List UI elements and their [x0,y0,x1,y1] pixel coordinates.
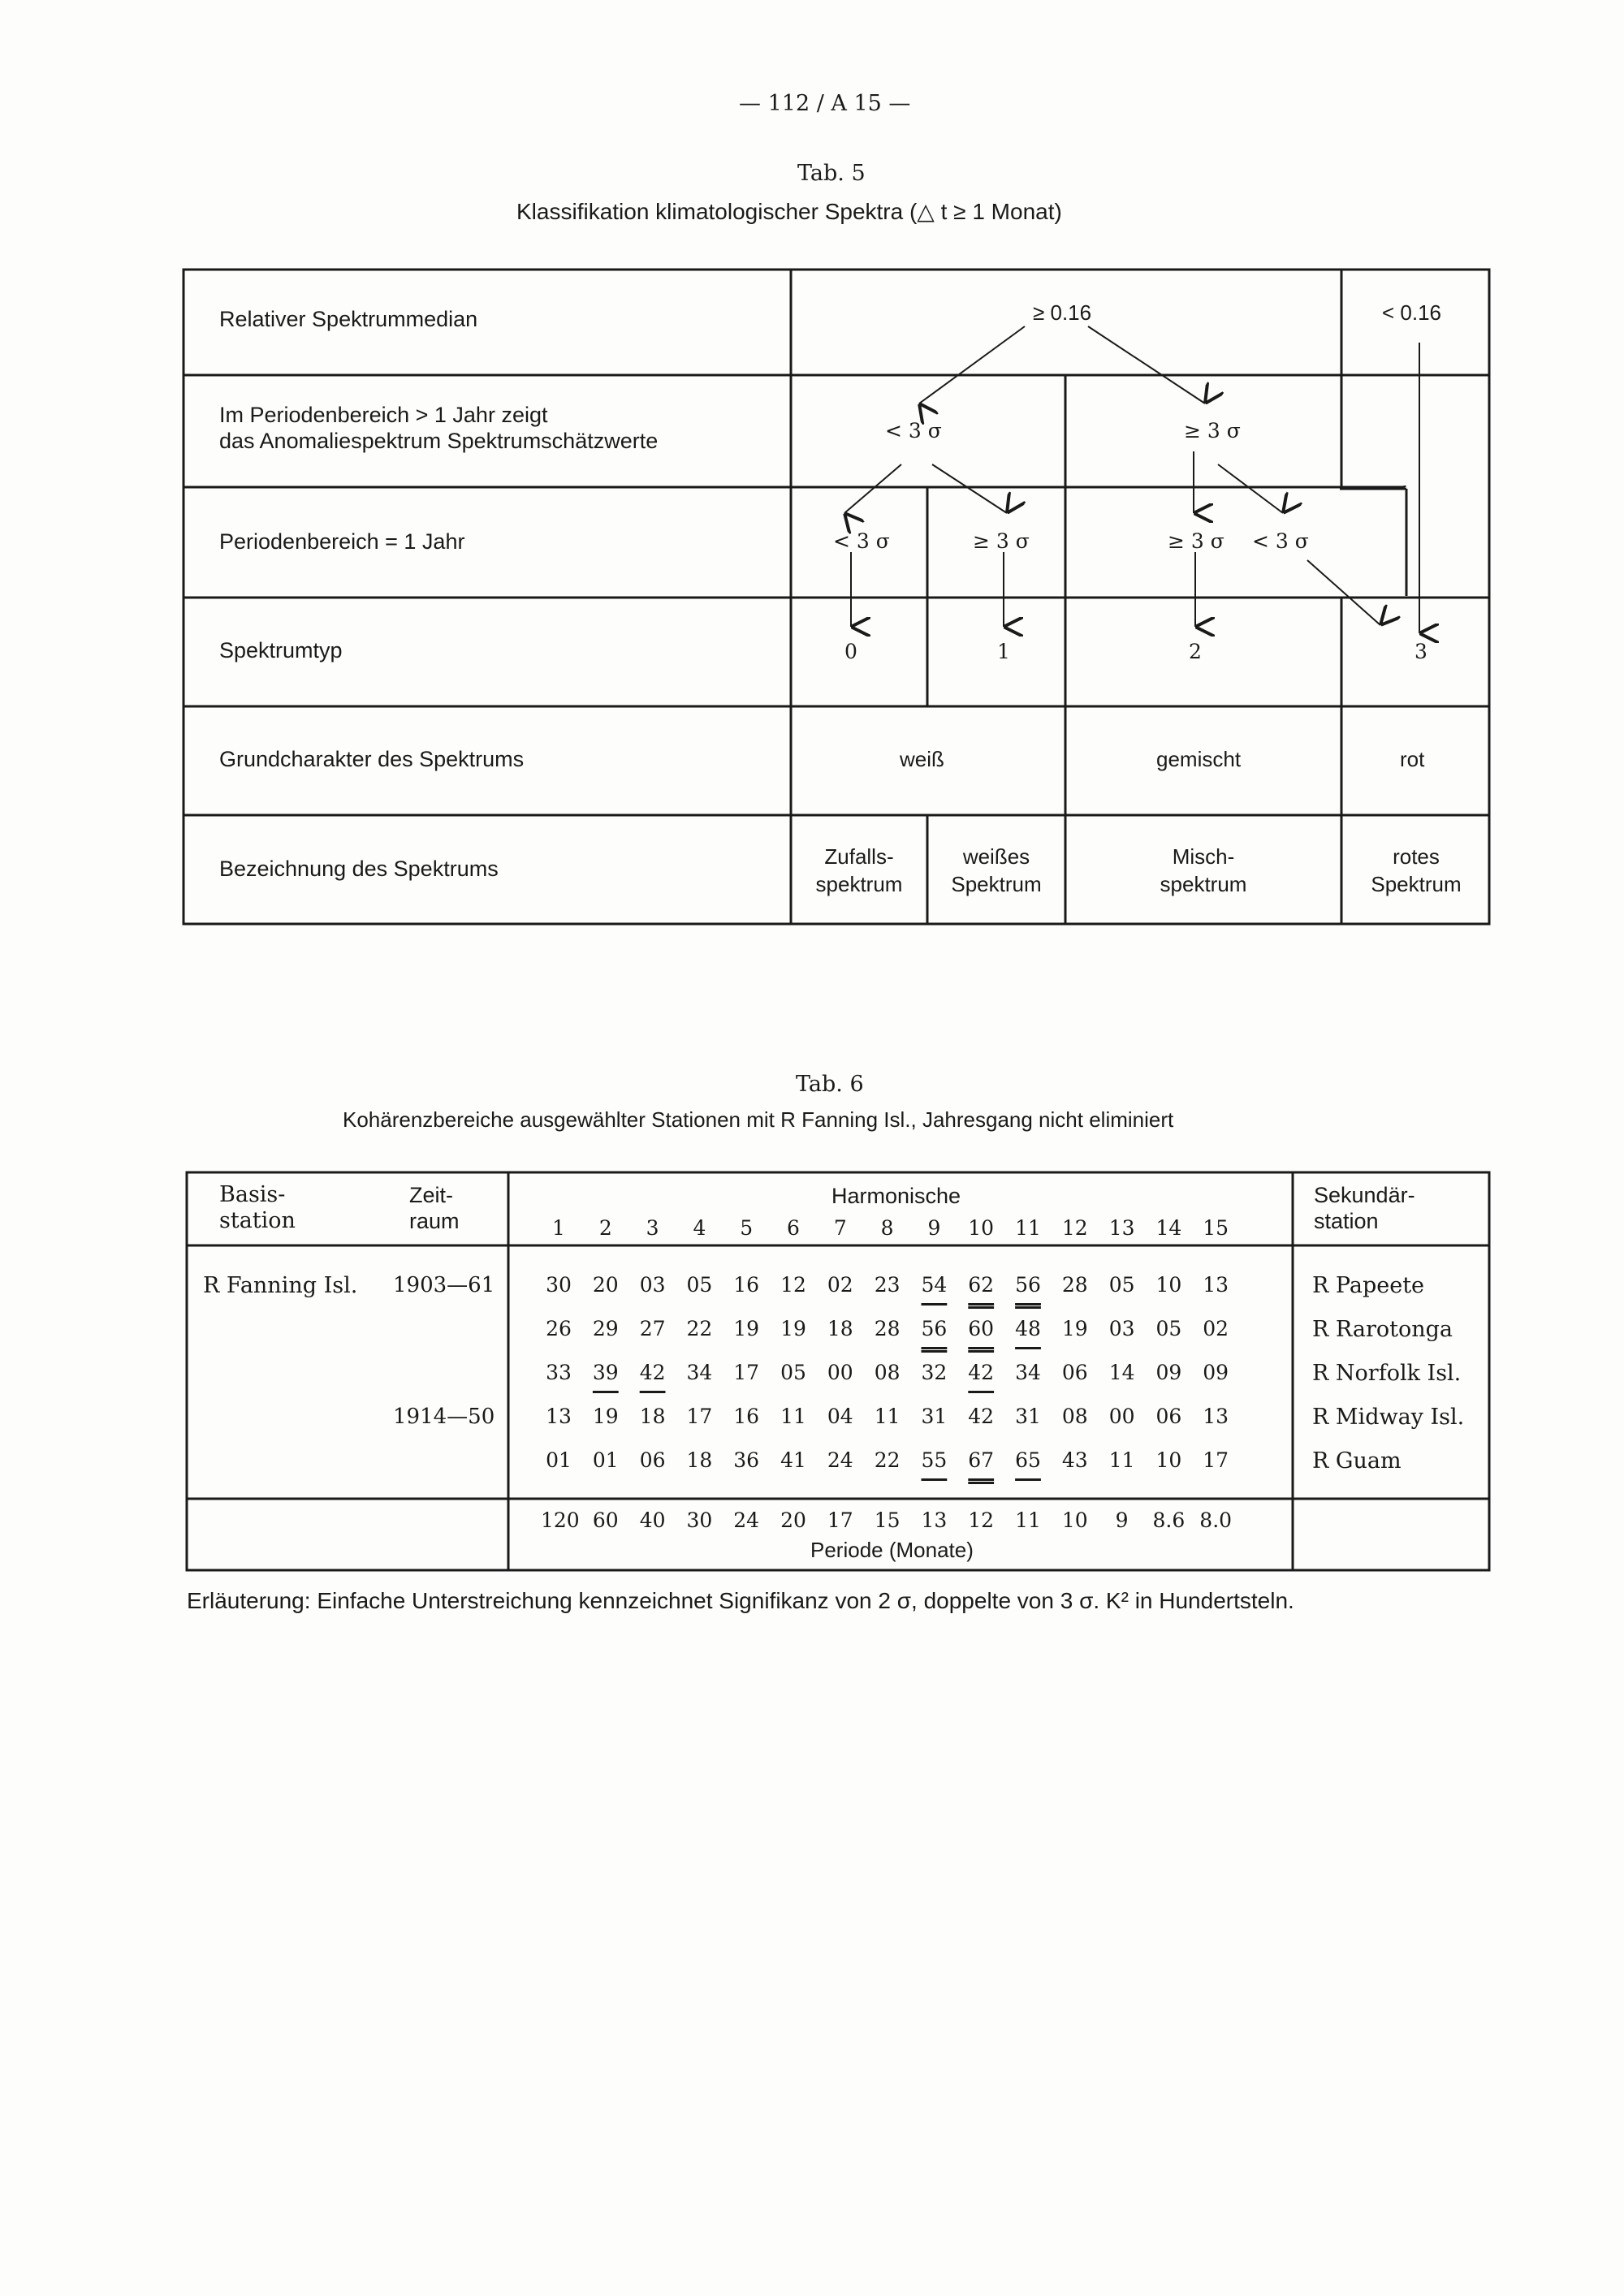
tab5-row-period-1: Im Periodenbereich > 1 Jahr zeigt [219,403,548,427]
coherence-value: 06 [639,1448,666,1472]
row-zeit: 1914—50 [393,1405,495,1429]
coherence-value: 05 [1155,1317,1182,1340]
name-random-1: Zufalls- [824,844,894,869]
coherence-value: 19 [733,1317,760,1340]
period-value: 15 [874,1508,901,1532]
coherence-value: 34 [686,1361,713,1384]
col-harm: Harmonische [831,1184,961,1208]
tab5-row-name: Bezeichnung des Spektrums [219,857,499,881]
coherence-value: 12 [780,1273,806,1297]
tab6-label: Tab. 6 [796,1072,864,1097]
coherence-value: 32 [921,1361,948,1384]
coherence-value: 22 [874,1448,901,1472]
col-zeit-2: raum [409,1209,460,1233]
coherence-value: 26 [546,1317,572,1340]
name-random-2: spektrum [815,872,903,896]
coherence-value: 17 [686,1405,713,1428]
char-white: weiß [900,747,944,771]
coherence-value: 36 [733,1448,760,1472]
period-value: 8.6 [1152,1508,1186,1532]
col-sek [1314,1182,1415,1234]
coherence-value: 09 [1203,1361,1229,1384]
coherence-value: 10 [1155,1448,1182,1472]
coherence-value: 09 [1155,1361,1182,1384]
secondary-station: R Rarotonga [1312,1317,1453,1342]
coherence-value: 33 [546,1361,572,1384]
period-value: 8.0 [1199,1508,1233,1532]
period-lt: < 3 σ [885,419,942,442]
name-white-2: Spektrum [951,872,1042,896]
coherence-value: 42 [968,1405,995,1428]
year-c: ≥ 3 σ [1168,529,1224,553]
secondary-station: R Midway Isl. [1312,1405,1465,1430]
coherence-value: 08 [1061,1405,1088,1428]
name-mixed-1: Misch- [1172,844,1235,869]
coherence-value: 00 [827,1361,853,1384]
coherence-value: 16 [733,1405,760,1428]
year-d: < 3 σ [1252,529,1309,553]
coherence-value: 13 [546,1405,572,1428]
coherence-value: 65 [1015,1448,1041,1472]
secondary-station: R Norfolk Isl. [1312,1361,1462,1386]
page-header: — 112 / A 15 — [739,91,911,116]
char-mixed: gemischt [1156,747,1242,771]
col-zeit [409,1182,460,1234]
harmonic-1: 1 [552,1216,565,1240]
type-3: 3 [1415,640,1427,663]
tab5-title: Klassifikation klimatologischer Spektra (△ t ≥ 1 Monat) [516,199,1062,224]
coherence-value: 13 [1203,1405,1229,1428]
coherence-value: 48 [1015,1317,1041,1340]
year-b: ≥ 3 σ [973,529,1030,553]
row-zeit: 1903—61 [393,1273,495,1297]
coherence-value: 62 [968,1273,995,1297]
period-value: 10 [1061,1508,1088,1532]
harmonic-3: 3 [646,1216,659,1240]
harmonic-8: 8 [880,1216,894,1240]
coherence-value: 11 [1108,1448,1135,1472]
coherence-value: 28 [1061,1273,1088,1297]
coherence-value: 56 [1015,1273,1041,1297]
coherence-value: 67 [968,1448,995,1472]
coherence-value: 02 [827,1273,853,1297]
period-ge: ≥ 3 σ [1184,419,1241,442]
coherence-value: 23 [874,1273,901,1297]
coherence-value: 55 [921,1448,948,1472]
harmonic-15: 15 [1203,1216,1229,1240]
coherence-value: 19 [592,1405,619,1428]
col-basis-2: station [219,1208,296,1233]
tab5-row-character: Grundcharakter des Spektrums [219,747,525,771]
col-basis-1: Basis- [219,1182,286,1207]
coherence-value: 17 [1203,1448,1229,1472]
coherence-value: 31 [921,1405,948,1428]
tab6-note: Erläuterung: Einfache Unterstreichung kennzeichnet Signifikanz von 2 σ, doppelte von 3 σ. K² in Hundertsteln. [187,1588,1294,1613]
median-lt: < 0.16 [1382,300,1442,325]
coherence-value: 42 [968,1361,995,1384]
col-zeit-1: Zeit- [409,1183,453,1207]
secondary-station: R Guam [1312,1448,1402,1474]
harmonic-14: 14 [1155,1216,1182,1240]
coherence-value: 03 [1108,1317,1135,1340]
coherence-value: 34 [1015,1361,1041,1384]
coherence-value: 01 [546,1448,572,1472]
coherence-value: 08 [874,1361,901,1384]
name-red-2: Spektrum [1371,872,1462,896]
period-value: 30 [686,1508,713,1532]
coherence-value: 27 [639,1317,666,1340]
coherence-value: 31 [1015,1405,1041,1428]
coherence-value: 17 [733,1361,760,1384]
coherence-value: 60 [968,1317,995,1340]
period-value: 12 [968,1508,995,1532]
coherence-value: 30 [546,1273,572,1297]
harmonic-12: 12 [1061,1216,1088,1240]
coherence-value: 19 [780,1317,806,1340]
col-sek-1: Sekundär- [1314,1183,1415,1207]
coherence-value: 03 [639,1273,666,1297]
name-white-1: weißes [962,844,1030,869]
harmonic-10: 10 [968,1216,995,1240]
coherence-value: 29 [592,1317,619,1340]
coherence-value: 06 [1155,1405,1182,1428]
coherence-value: 05 [1108,1273,1135,1297]
col-sek-2: station [1314,1209,1379,1233]
coherence-value: 54 [921,1273,948,1297]
coherence-value: 11 [874,1405,901,1428]
median-ge: ≥ 0.16 [1033,300,1092,325]
harmonic-13: 13 [1108,1216,1135,1240]
period-value: 11 [1015,1508,1041,1532]
tab5-row-period-2: das Anomaliespektrum Spektrumschätzwerte [219,429,659,453]
coherence-value: 24 [827,1448,853,1472]
type-2: 2 [1189,640,1202,663]
name-mixed-2: spektrum [1160,872,1247,896]
harmonic-7: 7 [833,1216,847,1240]
year-a: < 3 σ [833,529,890,553]
type-0: 0 [844,640,857,663]
coherence-value: 42 [639,1361,666,1384]
coherence-value: 06 [1061,1361,1088,1384]
period-value: 9 [1115,1508,1129,1532]
tab5-row-type: Spektrumtyp [219,638,343,662]
period-value: 40 [639,1508,666,1532]
coherence-value: 01 [592,1448,619,1472]
coherence-value: 04 [827,1405,853,1428]
basis-station: R Fanning Isl. [203,1273,358,1298]
coherence-value: 14 [1108,1361,1135,1384]
coherence-value: 18 [686,1448,713,1472]
harmonic-5: 5 [740,1216,754,1240]
harmonic-6: 6 [787,1216,800,1240]
col-basis [219,1182,296,1234]
coherence-value: 10 [1155,1273,1182,1297]
coherence-value: 20 [592,1273,619,1297]
coherence-value: 19 [1061,1317,1088,1340]
coherence-value: 41 [780,1448,806,1472]
char-red: rot [1400,747,1425,771]
coherence-value: 18 [827,1317,853,1340]
period-value: 20 [780,1508,806,1532]
period-value: 17 [827,1508,853,1532]
coherence-value: 11 [780,1405,806,1428]
period-label: Periode (Monate) [810,1538,974,1562]
harmonic-11: 11 [1015,1216,1041,1240]
period-value: 24 [733,1508,760,1532]
tab5-row-median: Relativer Spektrummedian [219,307,478,331]
coherence-value: 16 [733,1273,760,1297]
coherence-value: 05 [780,1361,806,1384]
harmonic-2: 2 [598,1216,612,1240]
coherence-value: 05 [686,1273,713,1297]
name-red-1: rotes [1393,844,1440,869]
tab5-row-year: Periodenbereich = 1 Jahr [219,529,465,554]
tab5-label: Tab. 5 [797,161,866,186]
harmonic-9: 9 [927,1216,941,1240]
coherence-value: 13 [1203,1273,1229,1297]
tab6-title: Kohärenzbereiche ausgewählter Stationen mit R Fanning Isl., Jahresgang nicht eliminiert [343,1107,1174,1132]
coherence-value: 18 [639,1405,666,1428]
period-value: 120 [541,1508,580,1532]
coherence-value: 56 [921,1317,948,1340]
period-value: 60 [592,1508,619,1532]
period-value: 13 [921,1508,948,1532]
coherence-value: 28 [874,1317,901,1340]
coherence-value: 00 [1108,1405,1135,1428]
coherence-value: 43 [1061,1448,1088,1472]
type-1: 1 [997,640,1010,663]
coherence-value: 22 [686,1317,713,1340]
harmonic-4: 4 [693,1216,706,1240]
coherence-value: 39 [592,1361,619,1384]
coherence-value: 02 [1203,1317,1229,1340]
secondary-station: R Papeete [1312,1273,1425,1298]
